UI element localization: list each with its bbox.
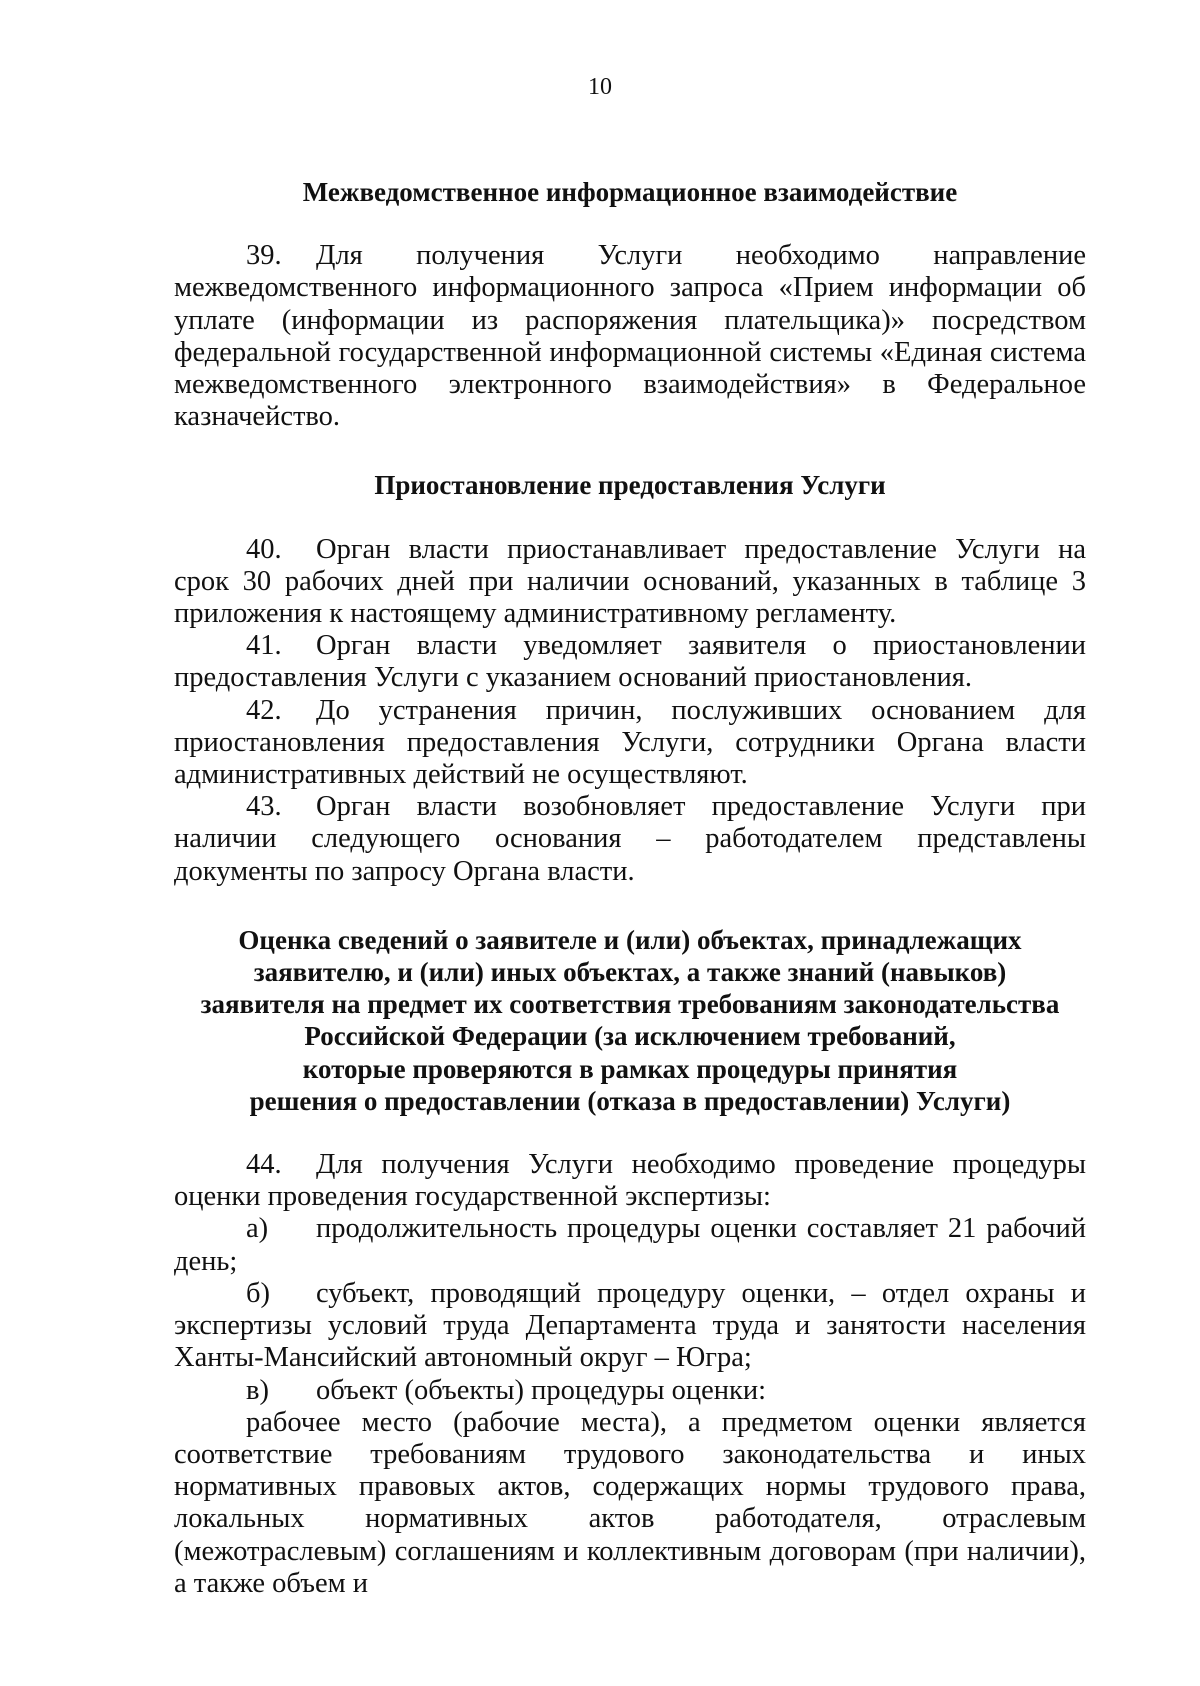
item-letter: а) <box>246 1213 269 1245</box>
paragraph-text: Орган власти приостанавливает предоставление Услуги на срок 30 рабочих дней при наличии оснований, указанных в таблице 3 приложения к настоящему административному регламенту. <box>174 533 1086 630</box>
heading-line: которые проверяются в рамках процедуры принятия <box>302 1053 958 1084</box>
document-body <box>174 176 1086 1600</box>
paragraph-41 <box>174 630 1086 694</box>
item-number: 40. <box>246 533 282 565</box>
item-letter: б) <box>246 1277 270 1309</box>
paragraph-42 <box>174 695 1086 792</box>
paragraph-text: Для получения Услуги необходимо проведение процедуры оценки проведения государственной экспертизы: <box>174 1149 1086 1213</box>
subitem-b <box>174 1278 1086 1375</box>
page-number: 10 <box>588 74 612 100</box>
heading-line: решения о предоставлении (отказа в предоставлении) Услуги) <box>249 1085 1011 1116</box>
item-number: 41. <box>246 630 282 662</box>
paragraph-text: Орган власти возобновляет предоставление Услуги при наличии следующего основания – работодателем представлены документы по запросу Органа власти. <box>174 791 1086 887</box>
paragraph-text: рабочее место (рабочие места), а предметом оценки является соответствие требованиям трудового законодательства и иных нормативных правовых актов, содержащих нормы трудового права, локальных нормативных актов работодателя, отраслевым (межотраслевым) соглашениям и коллективным договорам (при наличии), а также объем и <box>174 1406 1086 1599</box>
paragraph-continuation <box>174 1407 1086 1600</box>
section-heading-suspension <box>174 469 1086 501</box>
paragraph-40 <box>174 534 1086 631</box>
item-number: 39. <box>246 240 282 272</box>
paragraph-text: субъект, проводящий процедуру оценки, – отдел охраны и экспертизы условий труда Департамента труда и занятости населения Ханты-Мансийский автономный округ – Югра; <box>174 1277 1086 1374</box>
paragraph-text: Для получения Услуги необходимо направление межведомственного информационного запроса «Прием информации об уплате (информации из распоряжения плательщика)» посредством федеральной государственной информационной системы «Единая система межведомственного электронного взаимодействия» в Федеральное казначейство. <box>174 240 1086 433</box>
paragraph-text: продолжительность процедуры оценки составляет 21 рабочий день; <box>174 1213 1086 1277</box>
heading-line: Российской Федерации (за исключением требований, <box>304 1021 956 1052</box>
paragraph-text: До устранения причин, послуживших основанием для приостановления предоставления Услуги, сотрудники Органа власти административных действий не осуществляют. <box>174 694 1086 791</box>
heading-line: Оценка сведений о заявителе и (или) объектах, принадлежащих <box>238 924 1022 955</box>
paragraph-text: Орган власти уведомляет заявителя о приостановлении предоставления Услуги с указанием оснований приостановления. <box>174 630 1086 694</box>
paragraph-44 <box>174 1149 1086 1213</box>
section-heading-interagency <box>174 176 1086 208</box>
heading-line: заявителя на предмет их соответствия требованиям законодательства <box>200 989 1060 1020</box>
section-heading-assessment <box>174 924 1086 1117</box>
item-number: 43. <box>246 791 282 823</box>
subitem-v <box>174 1375 1086 1407</box>
item-number: 44. <box>246 1149 282 1181</box>
paragraph-text: объект (объекты) процедуры оценки: <box>316 1374 767 1406</box>
heading-line: Межведомственное информационное взаимодействие <box>302 177 958 207</box>
paragraph-43 <box>174 791 1086 888</box>
paragraph-39 <box>174 240 1086 433</box>
subitem-a <box>174 1213 1086 1277</box>
heading-line: заявителю, и (или) иных объектах, а также знаний (навыков) <box>253 957 1007 988</box>
item-letter: в) <box>246 1374 269 1406</box>
item-number: 42. <box>246 694 282 726</box>
heading-line: Приостановление предоставления Услуги <box>374 470 886 501</box>
